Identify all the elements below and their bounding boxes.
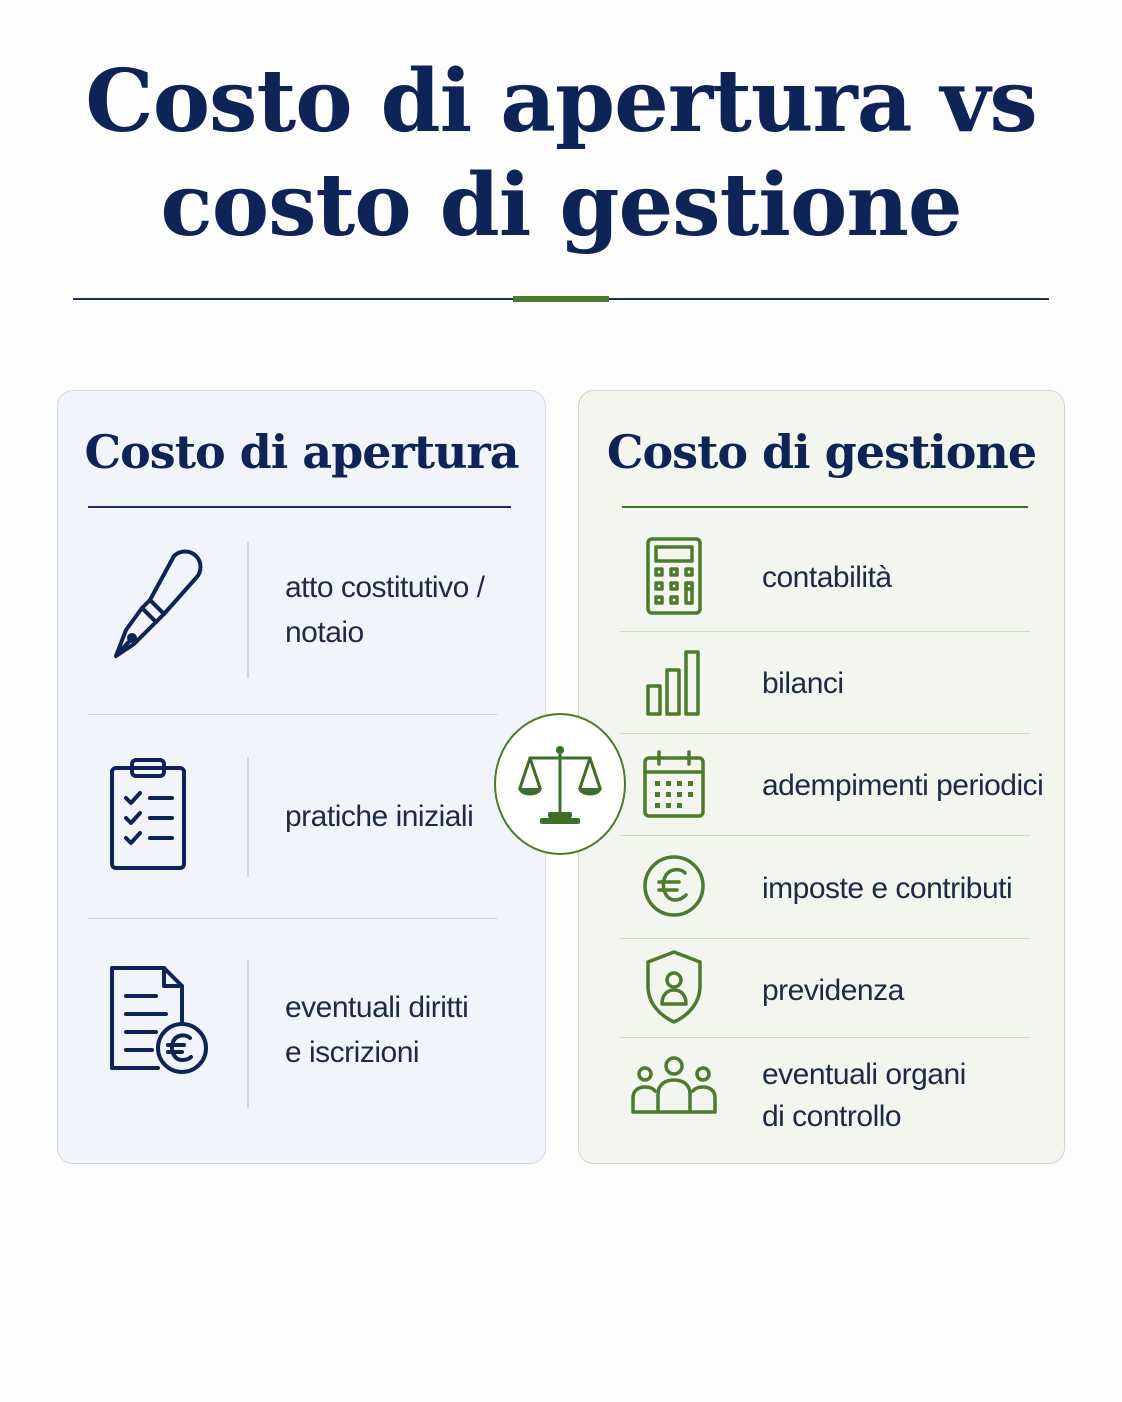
list-item: eventuali organi di controllo [762, 1058, 966, 1133]
list-item: pratiche iniziali [285, 800, 474, 833]
list-item: bilanci [762, 667, 844, 700]
item-divider [620, 835, 1030, 836]
list-item: adempimenti periodici [762, 769, 1044, 802]
scales-icon [516, 742, 604, 826]
item-divider [620, 1037, 1030, 1038]
bar-chart-icon [644, 648, 704, 718]
euro-coin-icon [641, 853, 707, 919]
management-cost-heading: Costo di gestione [606, 425, 1037, 479]
item-divider [88, 714, 498, 715]
item-divider [620, 733, 1030, 734]
fountain-pen-icon [104, 546, 208, 664]
item-separator [247, 757, 249, 877]
shield-person-icon [643, 948, 705, 1026]
item-divider [88, 918, 498, 919]
title-line-1: Costo di apertura vs [85, 51, 1037, 152]
list-item: imposte e contributi [762, 872, 1013, 905]
calculator-icon [644, 536, 704, 616]
opening-cost-heading: Costo di apertura [84, 425, 519, 479]
list-item: contabilità [762, 561, 892, 594]
list-item: eventuali diritti e iscrizioni [285, 991, 469, 1069]
item-divider [620, 631, 1030, 632]
calendar-icon [641, 748, 707, 820]
page-title [0, 50, 1122, 258]
title-line-2: costo di gestione [160, 155, 962, 256]
item-divider [620, 938, 1030, 939]
clipboard-checklist-icon [106, 754, 190, 872]
management-heading-underline [622, 506, 1028, 508]
opening-heading-underline [88, 506, 511, 508]
list-item: atto costitutivo / notaio [285, 571, 485, 649]
item-separator [247, 542, 249, 678]
document-euro-icon [106, 962, 212, 1082]
item-separator [247, 960, 249, 1108]
title-divider-accent [513, 296, 609, 302]
list-item: previdenza [762, 974, 904, 1007]
group-icon [630, 1054, 718, 1116]
